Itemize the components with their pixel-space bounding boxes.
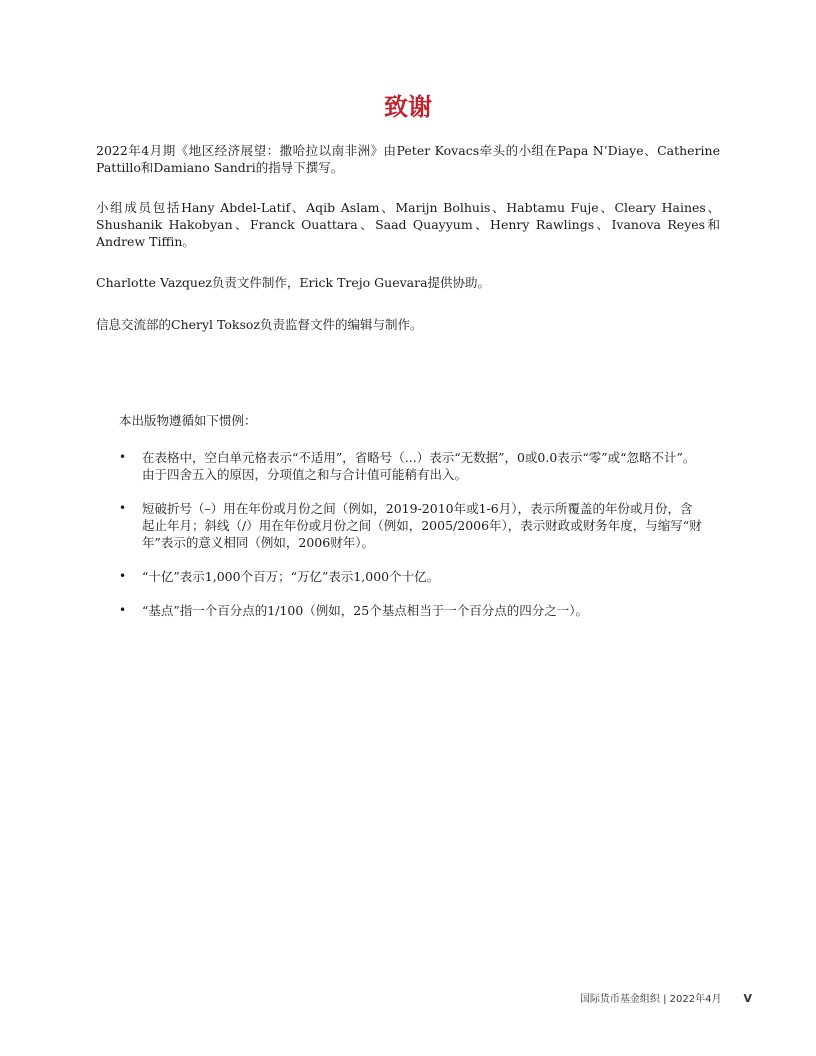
list-item <box>119 449 704 483</box>
page-title: 致谢 <box>384 93 432 121</box>
bullet-icon: • <box>119 501 127 515</box>
list-item <box>119 568 704 585</box>
bullet-icon: • <box>119 450 127 464</box>
ack-paragraph-production: Charlotte Vazquez负责文件制作，Erick Trejo Guevara提供协助。 <box>96 275 491 290</box>
bullet-icon: • <box>119 569 127 583</box>
ack-paragraph-authors: 2022年4月期《地区经济展望：撒哈拉以南非洲》由Peter Kovacs牵头的小组在Papa N’Diaye、Catherine Pattillo和Damiano Sandri的指导下撰写。 <box>96 143 720 175</box>
ack-paragraph-editing: 信息交流部的Cheryl Toksoz负责监督文件的编辑与制作。 <box>96 317 423 332</box>
list-item <box>119 602 704 619</box>
conventions-item-text: 在表格中，空白单元格表示“不适用”，省略号（...）表示“无数据”，0或0.0表示“零”或“忽略不计”。由于四舍五入的原因，分项值之和与合计值可能稍有出入。 <box>142 450 696 482</box>
page-number: V <box>743 992 752 1005</box>
conventions-list <box>119 449 704 619</box>
conventions-item-text: “十亿”表示1,000个百万；“万亿”表示1,000个十亿。 <box>142 569 440 584</box>
ack-paragraph-team: 小组成员包括Hany Abdel-Latif、Aqib Aslam、Marijn Bolhuis、Habtamu Fuje、Cleary Haines、Shushanik Hakobyan、Franck Ouattara、Saad Quayyum、Henry Rawlings、Ivanova Reyes和Andrew Tiffin。 <box>96 200 720 249</box>
page-footer <box>580 992 752 1007</box>
conventions-item-text: 短破折号（–）用在年份或月份之间（例如，2019-2010年或1-6月），表示所覆盖的年份或月份，含起止年月；斜线（/）用在年份或月份之间（例如，2005/2006年），表示财政或财务年度，与缩写“财年”表示的意义相同（例如，2006财年）。 <box>142 501 702 550</box>
conventions-section <box>119 412 704 636</box>
list-item <box>119 500 704 551</box>
conventions-item-text: “基点”指一个百分点的1/100（例如，25个基点相当于一个百分点的四分之一）。 <box>142 603 588 618</box>
conventions-intro: 本出版物遵循如下惯例： <box>119 413 257 428</box>
footer-text: 国际货币基金组织 | 2022年4月 <box>579 994 722 1005</box>
bullet-icon: • <box>119 603 127 617</box>
